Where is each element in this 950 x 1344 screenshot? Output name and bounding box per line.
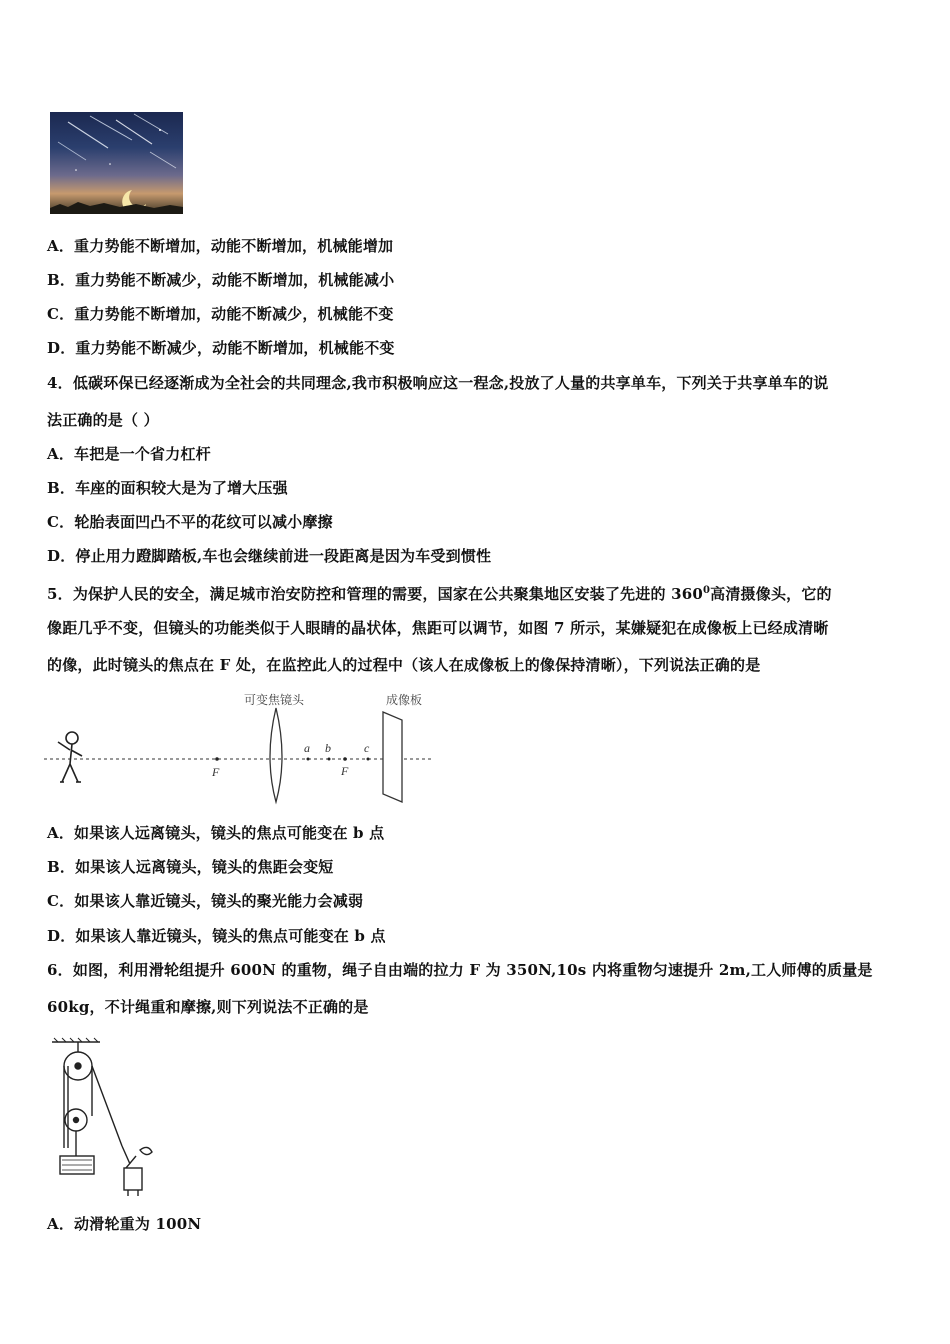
q5-option-a: A．如果该人远离镜头，镜头的焦点可能变在 b 点 <box>47 824 385 842</box>
q5-option-c: C．如果该人靠近镜头，镜头的聚光能力会减弱 <box>47 892 364 910</box>
right-focus-label: F <box>341 764 349 778</box>
point-c-label: c <box>364 741 370 755</box>
q5-degree-superscript: 0 <box>702 585 711 596</box>
q5-option-d: D．如果该人靠近镜头，镜头的焦点可能变在 b 点 <box>47 927 386 945</box>
q4-stem-line1: 4．低碳环保已经逐渐成为全社会的共同理念,我市积极响应这一程念,投放了人量的共享单车，下列关于共享单车的说 <box>47 374 829 392</box>
q5-stem-line1-text: 5．为保护人民的安全，满足城市治安防控和管理的需要，国家在公共聚集地区安装了先进的 360 <box>47 585 703 603</box>
meteor-streaks-icon <box>50 112 183 214</box>
image-screen-icon <box>383 712 402 802</box>
q3-option-b: B．重力势能不断减少，动能不断增加，机械能减小 <box>47 271 395 289</box>
meteor-night-sky-image <box>50 112 183 214</box>
lens-label: 可变焦镜头 <box>244 693 305 707</box>
q4-option-c: C．轮胎表面凹凸不平的花纹可以减小摩擦 <box>47 513 333 531</box>
q5-stem-line2: 像距几乎不变，但镜头的功能类似于人眼睛的晶状体，焦距可以调节，如图 7 所示，某嫌疑犯在成像板上已经成清晰 <box>47 619 829 637</box>
q3-option-d: D．重力势能不断减少，动能不断增加，机械能不变 <box>47 339 395 357</box>
q4-option-d: D．停止用力蹬脚踏板,车也会继续前进一段距离是因为车受到惯性 <box>47 547 492 565</box>
point-c <box>367 758 370 761</box>
q6-option-a: A．动滑轮重为 100N <box>47 1215 202 1233</box>
point-a <box>307 758 310 761</box>
left-focus-label: F <box>212 765 220 779</box>
q6-stem-line2: 60kg，不计绳重和摩擦,则下列说法不正确的是 <box>47 998 369 1016</box>
pulley-system-diagram <box>48 1036 158 1196</box>
lens-diagram <box>40 690 440 808</box>
q5-stem-line3: 的像，此时镜头的焦点在 F 处，在监控此人的过程中（该人在成像板上的像保持清晰），下列说法正确的是 <box>47 656 761 674</box>
q5-stem-line1-tail: 高清摄像头，它的 <box>710 585 832 603</box>
convex-lens-icon <box>270 708 282 802</box>
q3-option-c: C．重力势能不断增加，动能不断减少，机械能不变 <box>47 305 394 323</box>
q4-stem-line2: 法正确的是（ ） <box>47 411 159 429</box>
q3-option-a: A．重力势能不断增加，动能不断增加，机械能增加 <box>47 237 394 255</box>
point-b <box>328 758 331 761</box>
point-b-label: b <box>325 741 331 755</box>
q4-option-a: A．车把是一个省力杠杆 <box>47 445 211 463</box>
q5-stem-line1 <box>47 581 832 604</box>
worker-figure-icon <box>122 1146 152 1196</box>
left-focus-point <box>215 757 219 761</box>
q5-option-b: B．如果该人远离镜头，镜头的焦距会变短 <box>47 858 334 876</box>
screen-label: 成像板 <box>386 693 423 707</box>
point-a-label: a <box>304 741 310 755</box>
q4-option-b: B．车座的面积较大是为了增大压强 <box>47 479 288 497</box>
stick-figure-icon <box>58 732 82 782</box>
q6-stem-line1: 6．如图，利用滑轮组提升 600N 的重物，绳子自由端的拉力 F 为 350N,10s 内将重物匀速提升 2m,工人师傅的质量是 <box>47 961 873 979</box>
right-focus-point <box>343 757 347 761</box>
